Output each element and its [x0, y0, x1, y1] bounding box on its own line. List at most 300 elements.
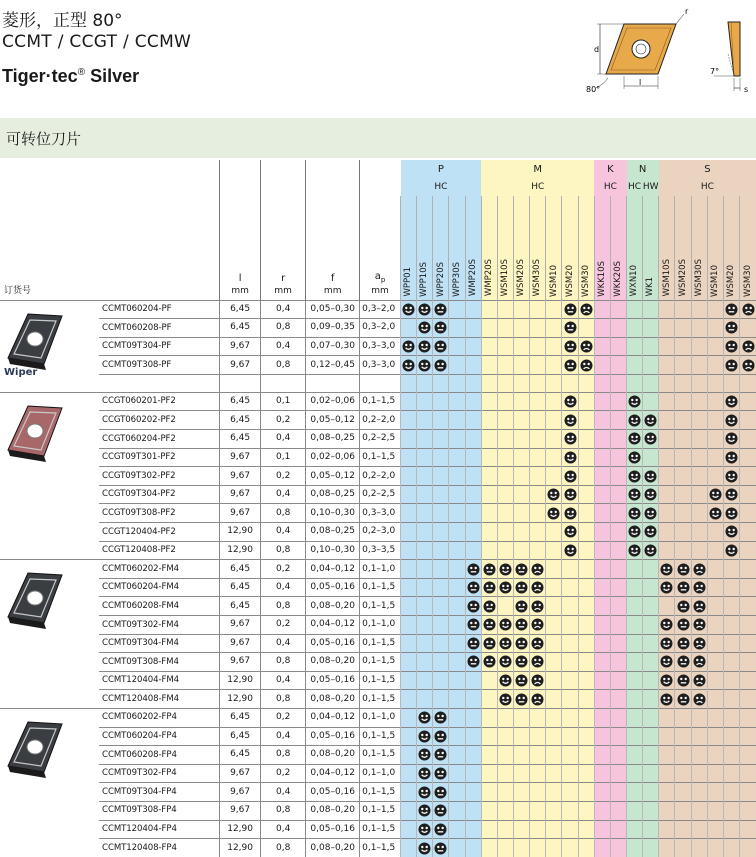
- ccmt-pf-insert-image: [0, 301, 88, 381]
- grade-cell: [417, 783, 433, 802]
- grade-cell: [449, 820, 465, 839]
- length-value: 9,67: [220, 467, 261, 486]
- grade-cell: [659, 634, 675, 653]
- smile-icon: [402, 340, 415, 353]
- neutral-icon: [677, 581, 690, 594]
- length-header-unit: mm: [220, 287, 260, 296]
- grade-cell: [723, 727, 739, 746]
- feed-value: 0,08–0,25: [306, 485, 360, 504]
- neutral-icon: [483, 655, 496, 668]
- grade-cell: [627, 560, 643, 579]
- table-row: [0, 392, 756, 411]
- neutral-icon: [564, 359, 577, 372]
- frown-icon: [693, 563, 706, 576]
- grade-cell: [514, 467, 530, 486]
- radius-header-symbol: r: [261, 274, 305, 284]
- grade-cell: [530, 337, 546, 356]
- order-code: CCMT09T308-FP4: [99, 801, 220, 820]
- table-row: [0, 839, 756, 857]
- table-row: [0, 411, 756, 430]
- registered-mark: ®: [78, 67, 85, 78]
- grade-cell: [449, 746, 465, 765]
- grade-cell: [562, 653, 578, 672]
- grade-cell: [723, 430, 739, 449]
- grade-cell: [530, 671, 546, 690]
- grade-cell: [497, 746, 513, 765]
- length-value: 6,45: [220, 597, 261, 616]
- depth-value: 0,1–1,0: [360, 560, 401, 579]
- grade-cell: [497, 541, 513, 560]
- smile-icon: [628, 488, 641, 501]
- grade-cell: [417, 671, 433, 690]
- smile-icon: [644, 470, 657, 483]
- grade-cell: [465, 820, 481, 839]
- grade-cell: [514, 783, 530, 802]
- grade-cell: [401, 356, 417, 375]
- grade-cell: [740, 467, 756, 486]
- grade-cell: [707, 690, 723, 709]
- grade-cell: [433, 653, 449, 672]
- grade-cell: [675, 746, 691, 765]
- grade-cell: [481, 764, 497, 783]
- grade-cell: [417, 634, 433, 653]
- order-code: CCGT120408-PF2: [99, 541, 220, 560]
- length-value: 6,45: [220, 560, 261, 579]
- grade-cell: [659, 616, 675, 635]
- grade-header-wsm30: [578, 196, 594, 300]
- grade-cell: [546, 634, 562, 653]
- neutral-icon: [725, 340, 738, 353]
- grade-cell: [481, 820, 497, 839]
- grade-cell: [401, 319, 417, 338]
- grade-cell: [723, 783, 739, 802]
- depth-value: 0,2–2,5: [360, 485, 401, 504]
- table-row: [0, 783, 756, 802]
- smile-icon: [725, 395, 738, 408]
- grade-cell: [578, 727, 594, 746]
- grade-cell: [578, 708, 594, 727]
- radius-value: 0,4: [261, 783, 306, 802]
- grade-cell: [610, 708, 626, 727]
- grade-cell: [465, 746, 481, 765]
- grade-cell: [401, 578, 417, 597]
- grade-cell: [723, 616, 739, 635]
- ccmt-fm4-insert-image: [0, 560, 88, 640]
- grade-cell: [530, 820, 546, 839]
- feed-value: 0,08–0,20: [306, 746, 360, 765]
- grade-name: WSM20S: [679, 257, 688, 296]
- grade-cell: [594, 839, 610, 857]
- grade-cell: [417, 708, 433, 727]
- grade-cell: [610, 485, 626, 504]
- grade-cell: [643, 560, 659, 579]
- depth-header-symbol: $a_p$: [360, 272, 400, 284]
- grade-cell: [691, 708, 707, 727]
- grade-cell: [691, 337, 707, 356]
- smile-icon: [628, 395, 641, 408]
- grade-cell: [627, 616, 643, 635]
- grade-cell: [401, 783, 417, 802]
- grade-cell: [659, 746, 675, 765]
- frown-icon: [742, 303, 755, 316]
- grade-cell: [707, 411, 723, 430]
- grade-cell: [643, 448, 659, 467]
- order-code: CCMT060208-FM4: [99, 597, 220, 616]
- grade-cell: [723, 319, 739, 338]
- smile-icon: [564, 451, 577, 464]
- smile-icon: [628, 451, 641, 464]
- neutral-icon: [677, 674, 690, 687]
- grade-name: WSM10S: [501, 257, 510, 296]
- feed-value: 0,08–0,20: [306, 597, 360, 616]
- neutral-icon: [725, 359, 738, 372]
- grade-cell: [578, 597, 594, 616]
- grade-cell: [433, 560, 449, 579]
- grade-cell: [659, 541, 675, 560]
- grade-cell: [627, 634, 643, 653]
- grade-cell: [578, 783, 594, 802]
- grade-cell: [449, 411, 465, 430]
- grade-cell: [433, 820, 449, 839]
- grade-cell: [401, 671, 417, 690]
- grade-cell: [481, 541, 497, 560]
- brand-name: Tiger·tec: [2, 66, 78, 86]
- smile-icon: [644, 488, 657, 501]
- smile-icon: [644, 432, 657, 445]
- grade-cell: [449, 467, 465, 486]
- grade-cell: [691, 634, 707, 653]
- grade-cell: [594, 448, 610, 467]
- feed-value: 0,08–0,20: [306, 653, 360, 672]
- grade-cell: [546, 430, 562, 449]
- grade-cell: [530, 597, 546, 616]
- neutral-icon: [467, 618, 480, 631]
- grade-cell: [707, 300, 723, 319]
- grade-cell: [627, 653, 643, 672]
- grade-cell: [675, 560, 691, 579]
- grade-name: WSM10: [711, 263, 720, 297]
- grade-cell: [659, 783, 675, 802]
- grade-cell: [627, 727, 643, 746]
- grade-cell: [546, 616, 562, 635]
- neutral-icon: [434, 730, 447, 743]
- feed-value: 0,07–0,30: [306, 337, 360, 356]
- grade-cell: [465, 356, 481, 375]
- grade-cell: [465, 504, 481, 523]
- neutral-icon: [677, 618, 690, 631]
- grade-cell: [707, 801, 723, 820]
- grade-cell: [659, 448, 675, 467]
- grade-cell: [433, 839, 449, 857]
- smile-icon: [418, 730, 431, 743]
- grade-name: WSM30: [744, 263, 753, 297]
- grade-cell: [643, 690, 659, 709]
- order-code: CCMT09T304-FP4: [99, 783, 220, 802]
- grade-cell: [514, 374, 530, 392]
- grade-cell: [707, 783, 723, 802]
- grade-cell: [497, 671, 513, 690]
- grade-cell: [610, 616, 626, 635]
- smile-icon: [418, 842, 431, 855]
- grade-cell: [643, 392, 659, 411]
- grade-cell: [594, 319, 610, 338]
- smile-icon: [499, 693, 512, 706]
- insert-side-view: [728, 22, 740, 76]
- grade-cell: [643, 467, 659, 486]
- neutral-icon: [434, 340, 447, 353]
- grade-cell: [514, 746, 530, 765]
- grade-cell: [723, 467, 739, 486]
- grade-cell: [530, 300, 546, 319]
- grade-cell: [514, 616, 530, 635]
- grade-cell: [546, 708, 562, 727]
- table-row: [0, 467, 756, 486]
- radius-value: 0,2: [261, 467, 306, 486]
- feed-value: 0,08–0,25: [306, 430, 360, 449]
- grade-cell: [594, 560, 610, 579]
- neutral-icon: [725, 303, 738, 316]
- grade-cell: [530, 578, 546, 597]
- grade-cell: [562, 671, 578, 690]
- grade-cell: [723, 690, 739, 709]
- grade-cell: [514, 820, 530, 839]
- grade-cell: [562, 634, 578, 653]
- order-code: CCGT09T304-PF2: [99, 485, 220, 504]
- grade-cell: [562, 392, 578, 411]
- grade-cell: [594, 783, 610, 802]
- length-value: 12,90: [220, 671, 261, 690]
- feed-header: [306, 160, 360, 300]
- grade-cell: [740, 783, 756, 802]
- grade-cell: [449, 523, 465, 542]
- grade-cell: [594, 634, 610, 653]
- grade-header-wmp20s: [481, 196, 497, 300]
- neutral-icon: [564, 303, 577, 316]
- grade-cell: [740, 448, 756, 467]
- grade-cell: [530, 430, 546, 449]
- grade-cell: [514, 523, 530, 542]
- order-code: CCMT060204-FP4: [99, 727, 220, 746]
- grade-cell: [740, 653, 756, 672]
- grade-cell: [691, 690, 707, 709]
- neutral-icon: [434, 786, 447, 799]
- table-row: [0, 597, 756, 616]
- grade-cell: [562, 374, 578, 392]
- grade-cell: [691, 578, 707, 597]
- grade-cell: [691, 300, 707, 319]
- grade-cell: [481, 337, 497, 356]
- grade-cell: [481, 374, 497, 392]
- grade-cell: [497, 690, 513, 709]
- grade-cell: [417, 560, 433, 579]
- grade-cell: [433, 300, 449, 319]
- table-row: [0, 764, 756, 783]
- grade-header-wsm30s: [691, 196, 707, 300]
- length-value: 6,45: [220, 746, 261, 765]
- grade-cell: [514, 578, 530, 597]
- coating-label-m: HC: [481, 179, 594, 196]
- grade-cell: [740, 300, 756, 319]
- grade-cell: [465, 801, 481, 820]
- grade-cell: [723, 560, 739, 579]
- grade-cell: [723, 337, 739, 356]
- grade-cell: [449, 300, 465, 319]
- order-code: CCMT060208-FP4: [99, 746, 220, 765]
- grade-cell: [691, 374, 707, 392]
- feed-value: 0,05–0,12: [306, 467, 360, 486]
- grade-cell: [643, 504, 659, 523]
- grade-cell: [643, 820, 659, 839]
- grade-cell: [691, 597, 707, 616]
- feed-value: 0,10–0,30: [306, 541, 360, 560]
- grade-cell: [627, 504, 643, 523]
- grade-cell: [530, 541, 546, 560]
- grade-header-wsm10s: [497, 196, 513, 300]
- radius-value: 0,4: [261, 671, 306, 690]
- order-code: CCMT09T302-FP4: [99, 764, 220, 783]
- grade-cell: [740, 616, 756, 635]
- insert-dimension-drawing: [584, 4, 756, 98]
- feed-value: 0,05–0,16: [306, 727, 360, 746]
- grade-cell: [643, 801, 659, 820]
- grade-cell: [707, 319, 723, 338]
- grade-cell: [659, 485, 675, 504]
- grade-cell: [465, 653, 481, 672]
- neutral-icon: [434, 804, 447, 817]
- grade-name: WKK20S: [614, 259, 623, 297]
- neutral-icon: [515, 581, 528, 594]
- grade-cell: [449, 504, 465, 523]
- grade-cell: [530, 690, 546, 709]
- grade-cell: [401, 300, 417, 319]
- grade-cell: [530, 560, 546, 579]
- grade-cell: [530, 319, 546, 338]
- grade-cell: [465, 523, 481, 542]
- grade-cell: [401, 597, 417, 616]
- grade-cell: [481, 708, 497, 727]
- grade-cell: [562, 448, 578, 467]
- grade-cell: [691, 319, 707, 338]
- grade-cell: [449, 839, 465, 857]
- grade-cell: [740, 634, 756, 653]
- grade-cell: [627, 764, 643, 783]
- grade-cell: [675, 578, 691, 597]
- grade-cell: [610, 578, 626, 597]
- grade-cell: [594, 392, 610, 411]
- grade-cell: [578, 337, 594, 356]
- smile-icon: [564, 432, 577, 445]
- grade-cell: [449, 597, 465, 616]
- neutral-icon: [483, 600, 496, 613]
- grade-cell: [562, 337, 578, 356]
- feed-value: 0,04–0,12: [306, 616, 360, 635]
- depth-value: 0,1–1,5: [360, 746, 401, 765]
- radius-value: 0,1: [261, 448, 306, 467]
- grade-cell: [578, 560, 594, 579]
- depth-value: 0,1–1,5: [360, 392, 401, 411]
- grade-cell: [659, 839, 675, 857]
- order-code: CCMT09T304-PF: [99, 337, 220, 356]
- grade-cell: [562, 727, 578, 746]
- grade-cell: [481, 653, 497, 672]
- radius-value: 0,2: [261, 708, 306, 727]
- grade-cell: [675, 634, 691, 653]
- radius-value: 0,8: [261, 504, 306, 523]
- grade-cell: [433, 764, 449, 783]
- grade-cell: [514, 392, 530, 411]
- grade-cell: [449, 690, 465, 709]
- neutral-icon: [725, 321, 738, 334]
- grade-cell: [675, 430, 691, 449]
- depth-value: 0,1–1,5: [360, 783, 401, 802]
- frown-icon: [580, 340, 593, 353]
- grade-cell: [497, 374, 513, 392]
- grade-cell: [465, 671, 481, 690]
- grade-cell: [740, 392, 756, 411]
- grade-header-wsm10: [707, 196, 723, 300]
- grade-cell: [497, 634, 513, 653]
- grade-cell: [497, 319, 513, 338]
- grade-cell: [659, 319, 675, 338]
- grade-cell: [627, 374, 643, 392]
- grade-cell: [417, 616, 433, 635]
- depth-header: [360, 160, 401, 300]
- grade-cell: [707, 708, 723, 727]
- frown-icon: [742, 359, 755, 372]
- grade-cell: [562, 356, 578, 375]
- grade-cell: [433, 746, 449, 765]
- neutral-icon: [467, 563, 480, 576]
- grade-cell: [691, 541, 707, 560]
- smile-icon: [564, 470, 577, 483]
- grade-cell: [675, 319, 691, 338]
- grade-cell: [433, 690, 449, 709]
- smile-icon: [725, 432, 738, 445]
- table-row: [0, 708, 756, 727]
- grade-cell: [562, 300, 578, 319]
- grade-cell: [643, 671, 659, 690]
- smile-icon: [709, 488, 722, 501]
- frown-icon: [531, 637, 544, 650]
- smile-icon: [564, 507, 577, 520]
- feed-value: 0,08–0,25: [306, 523, 360, 542]
- radius-header-unit: mm: [261, 287, 305, 296]
- grade-cell: [723, 411, 739, 430]
- grade-cell: [723, 653, 739, 672]
- depth-value: 0,1–1,5: [360, 597, 401, 616]
- length-header-symbol: l: [220, 274, 260, 284]
- grade-cell: [481, 467, 497, 486]
- grade-cell: [578, 467, 594, 486]
- grade-cell: [465, 783, 481, 802]
- grade-cell: [530, 746, 546, 765]
- feed-header-symbol: f: [306, 274, 359, 284]
- smile-icon: [418, 359, 431, 372]
- spacer-cell: [306, 374, 360, 392]
- frown-icon: [580, 303, 593, 316]
- depth-value: 0,2–2,0: [360, 467, 401, 486]
- material-group-k: K: [594, 160, 626, 179]
- grade-cell: [627, 746, 643, 765]
- grade-cell: [433, 467, 449, 486]
- grade-cell: [707, 820, 723, 839]
- grade-cell: [627, 448, 643, 467]
- order-code: CCGT060202-PF2: [99, 411, 220, 430]
- neutral-icon: [483, 581, 496, 594]
- grade-cell: [740, 708, 756, 727]
- grade-cell: [433, 504, 449, 523]
- grade-cell: [465, 578, 481, 597]
